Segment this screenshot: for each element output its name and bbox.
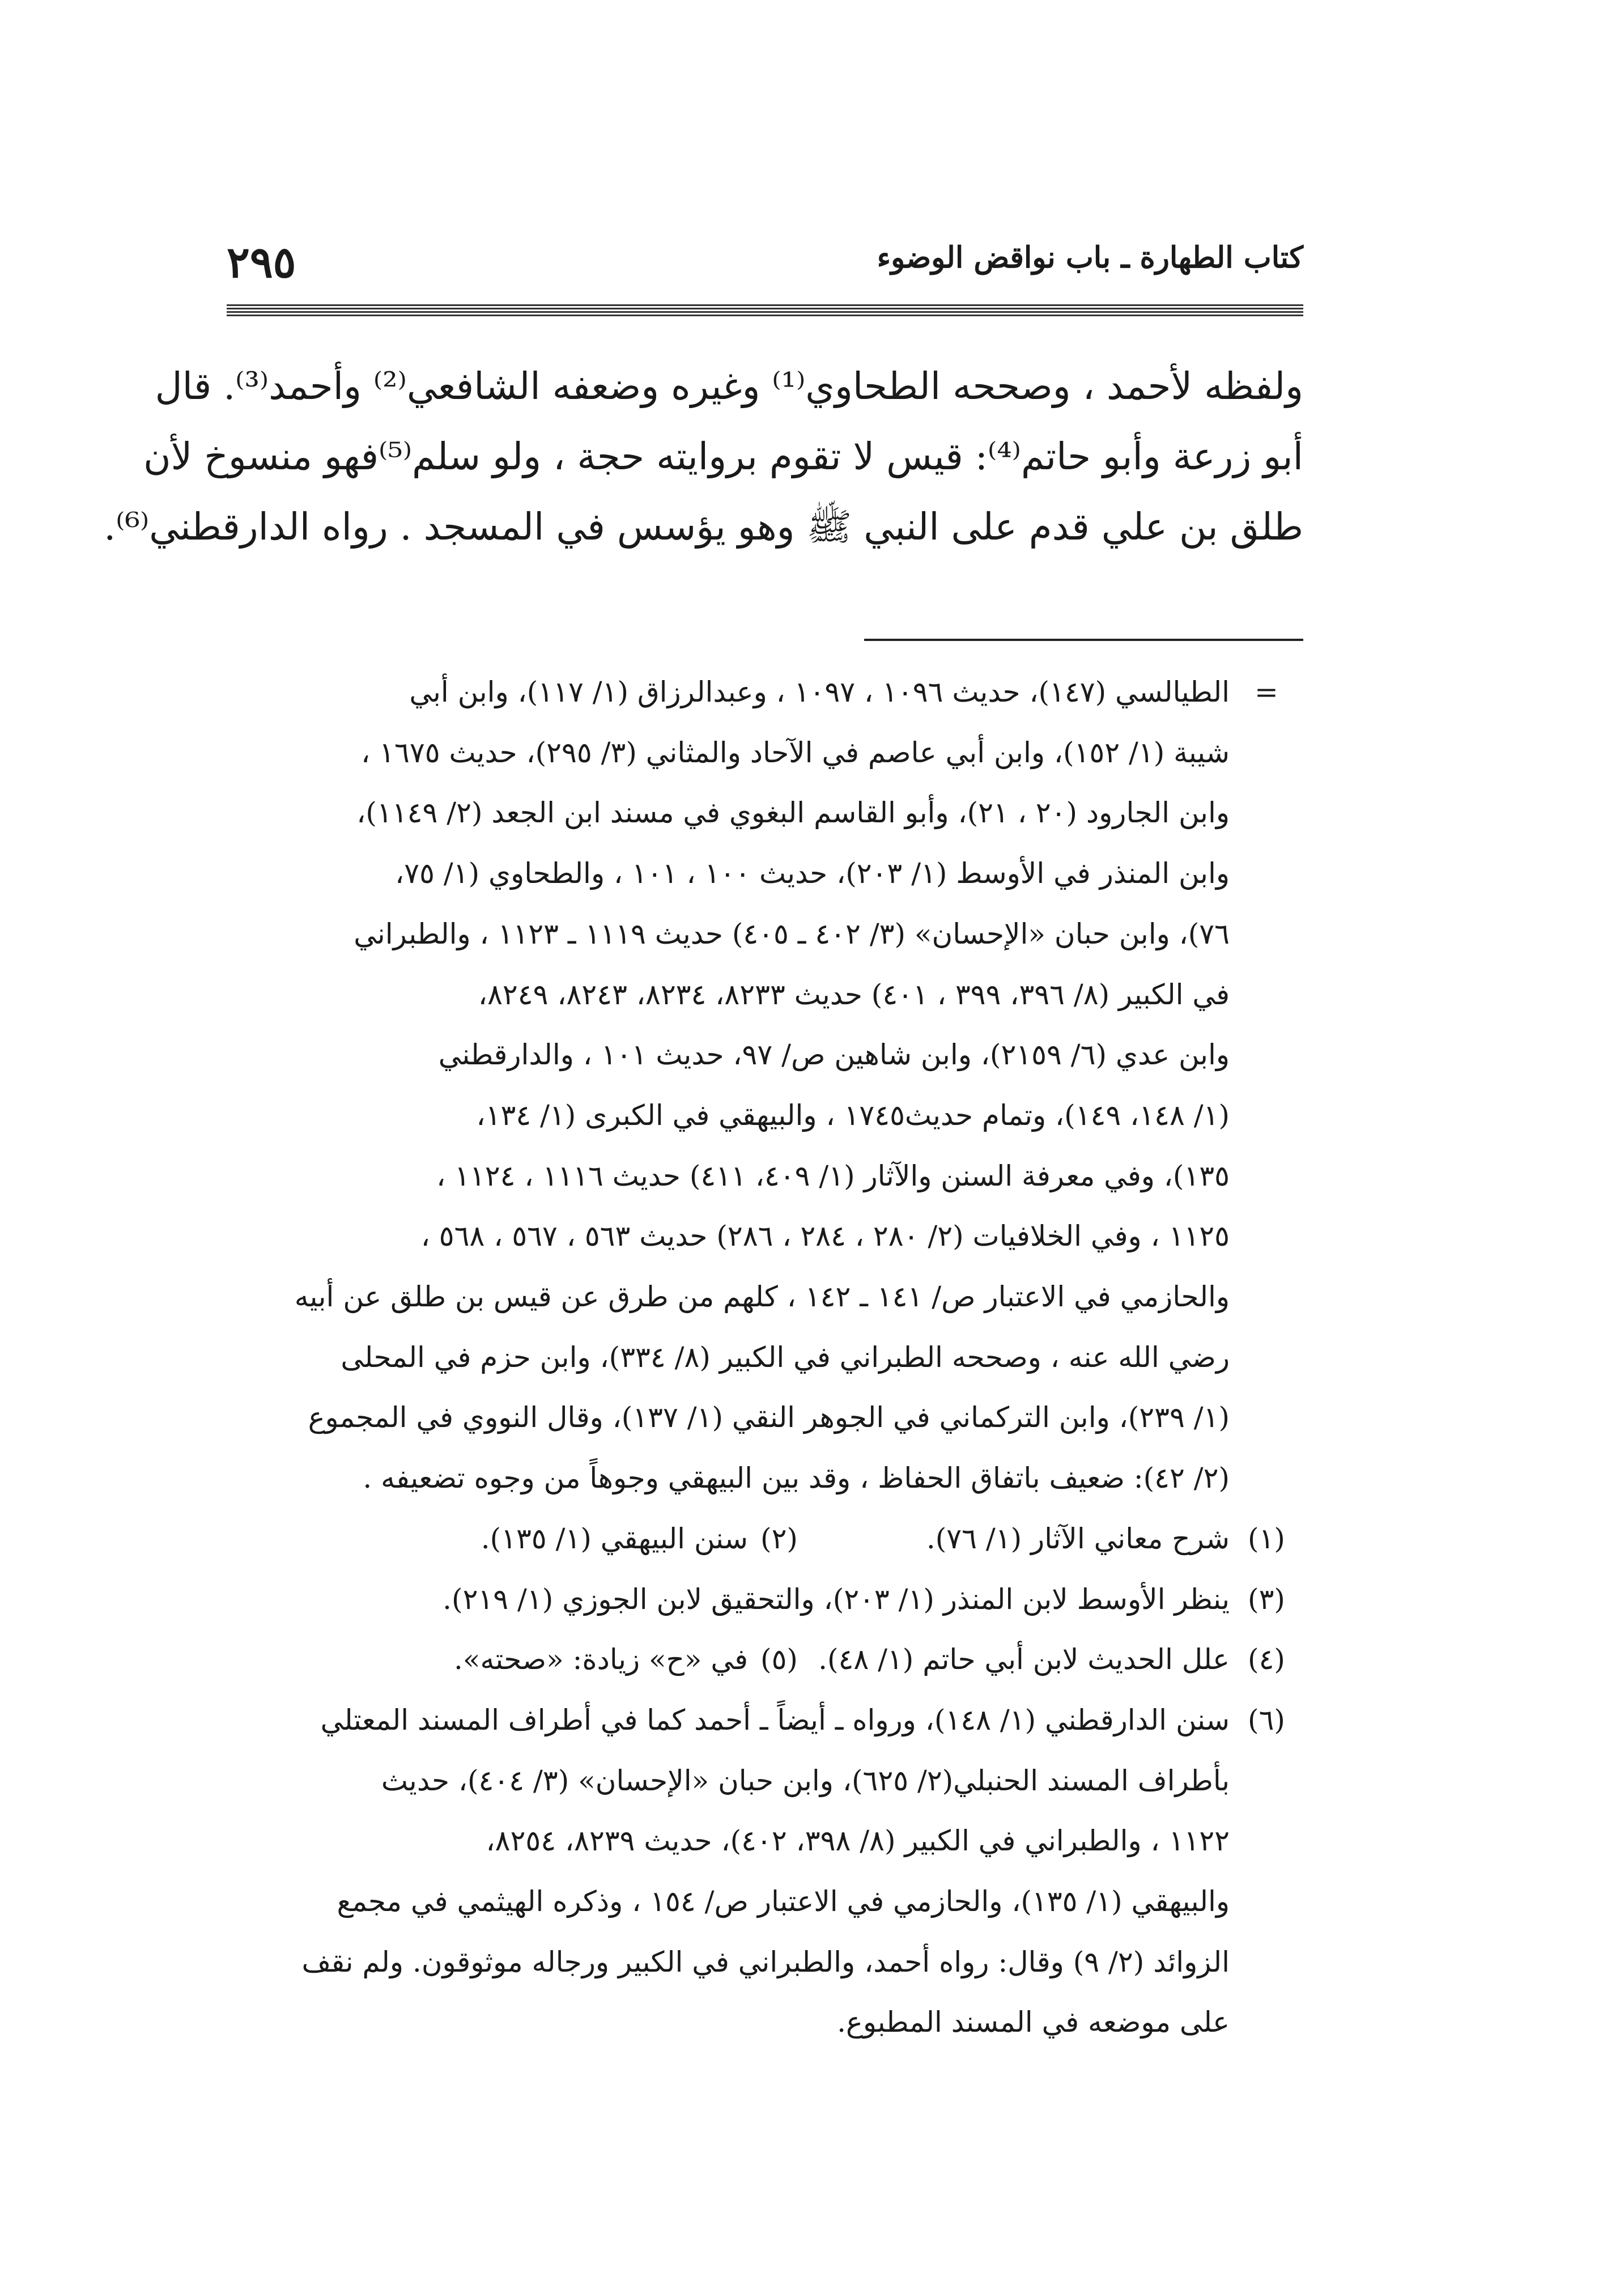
footnote-line: (١/ ٢٣٩)، وابن التركماني في الجوهر النقي (١/ ١٣٧)، وقال النووي في المجموع xyxy=(308,1401,1230,1434)
footnote-line: ١١٢٢ ، والطبراني في الكبير (٨/ ٣٩٨، ٤٠٢)، حديث ٨٢٣٩، ٨٢٥٤، xyxy=(486,1824,1230,1858)
footnote-marker: (٥) xyxy=(760,1643,798,1676)
main-text-line: أبو زرعة وأبو حاتم⁽⁴⁾: قيس لا تقوم بروايته حجة ، ولو سلم⁽⁵⁾فهو منسوخ لأن xyxy=(143,435,1303,478)
footnote-line: ١١٢٥ ، وفي الخلافيات (٢/ ٢٨٠ ، ٢٨٤ ، ٢٨٦) حديث ٥٦٣ ، ٥٦٧ ، ٥٦٨ ، xyxy=(420,1220,1230,1253)
footnote-split-line xyxy=(227,1629,1230,1690)
footnote-3-text: ينظر الأوسط لابن المنذر (١/ ٢٠٣)، والتحقيق لابن الجوزي (١/ ٢١٩). xyxy=(443,1582,1230,1616)
footnote-line: على موضعه في المسند المطبوع. xyxy=(837,2006,1230,2039)
page-number: ٢٩٥ xyxy=(227,237,296,287)
footnotes xyxy=(227,662,1303,2053)
footnote-line: سنن الدارقطني (١/ ١٤٨)، ورواه ـ أيضاً ـ أحمد كما في أطراف المسند المعتلي xyxy=(320,1703,1230,1736)
footnote-line: والحازمي في الاعتبار ص/ ١٤١ ـ ١٤٢ ، كلهم من طرق عن قيس بن طلق عن أبيه xyxy=(294,1280,1230,1314)
footnote-line: (٢/ ٤٢): ضعيف باتفاق الحفاظ ، وقد بين البيهقي وجوهاً من وجوه تضعيفه . xyxy=(363,1462,1230,1495)
footnote-marker: (٢) xyxy=(760,1522,798,1555)
header-rule xyxy=(227,304,1303,316)
footnote-line: (١/ ١٤٨، ١٤٩)، وتمام حديث١٧٤٥ ، والبيهقي في الكبرى (١/ ١٣٤، xyxy=(476,1098,1230,1132)
footnote-line: شيبة (١/ ١٥٢)، وابن أبي عاصم في الآحاد والمثاني (٣/ ٢٩٥)، حديث ١٦٧٥ ، xyxy=(361,736,1230,769)
footnote-continuation xyxy=(227,662,1303,1509)
footnote-line: رضي الله عنه ، وصححه الطبراني في الكبير (٨/ ٣٣٤)، وابن حزم في المحلى xyxy=(341,1340,1230,1374)
footnote-line: وابن الجارود (٢٠ ، ٢١)، وأبو القاسم البغوي في مسند ابن الجعد (٢/ ١١٤٩)، xyxy=(356,796,1230,830)
footnote-separator xyxy=(864,639,1303,641)
footnote-line: ٧٦)، وابن حبان «الإحسان» (٣/ ٤٠٢ ـ ٤٠٥) حديث ١١١٩ ـ ١١٢٣ ، والطبراني xyxy=(354,917,1230,950)
footnote-line: وابن المنذر في الأوسط (١/ ٢٠٣)، حديث ١٠٠ ، ١٠١ ، والطحاوي (١/ ٧٥، xyxy=(395,857,1230,890)
footnote-line: في الكبير (٨/ ٣٩٦، ٣٩٩ ، ٤٠١) حديث ٨٢٣٣، ٨٢٣٤، ٨٢٤٣، ٨٢٤٩، xyxy=(478,978,1230,1011)
running-title: كتاب الطهارة ـ باب نواقض الوضوء xyxy=(877,240,1303,275)
footnote-5-text: في «ح» زيادة: «صحته». xyxy=(453,1643,748,1676)
page-header xyxy=(227,237,1303,299)
footnote-line: وابن عدي (٦/ ٢١٥٩)، وابن شاهين ص/ ٩٧، حديث ١٠١ ، والدارقطني xyxy=(438,1038,1230,1072)
main-text-line: ولفظه لأحمد ، وصححه الطحاوي⁽¹⁾ وغيره وضعفه الشافعي⁽²⁾ وأحمد⁽³⁾. قال xyxy=(155,364,1303,408)
footnote-3 xyxy=(227,1569,1303,1630)
footnote-line: الزوائد (٢/ ٩) وقال: رواه أحمد، والطبراني في الكبير ورجاله موثوقون. ولم نقف xyxy=(301,1945,1230,1978)
main-text-line: طلق بن علي قدم على النبي ﷺ وهو يؤسس في المسجد . رواه الدارقطني⁽⁶⁾. xyxy=(104,505,1303,549)
footnote-6 xyxy=(227,1690,1303,2053)
footnote-2-text: سنن البيهقي (١/ ١٣٥). xyxy=(481,1522,748,1555)
footnote-line: الطيالسي (١٤٧)، حديث ١٠٩٦ ، ١٠٩٧ ، وعبدالرزاق (١/ ١١٧)، وابن أبي xyxy=(409,676,1230,708)
footnote-line: ١٣٥)، وفي معرفة السنن والآثار (١/ ٤٠٩، ٤١١) حديث ١١١٦ ، ١١٢٤ ، xyxy=(436,1159,1230,1192)
footnote-marker: (٦) xyxy=(1248,1703,1285,1736)
footnote-marker: (١) xyxy=(1248,1522,1285,1555)
footnote-line: بأطراف المسند الحنبلي(٢/ ٦٢٥)، وابن حبان «الإحسان» (٣/ ٤٠٤)، حديث xyxy=(381,1764,1230,1797)
footnote-1-text: شرح معاني الآثار (١/ ٧٦). xyxy=(926,1522,1230,1555)
footnote-marker: (٤) xyxy=(1248,1643,1285,1676)
main-text xyxy=(104,351,1303,562)
continuation-marker: = xyxy=(1255,676,1278,708)
footnote-marker: (٣) xyxy=(1248,1582,1285,1616)
footnote-4-text: علل الحديث لابن أبي حاتم (١/ ٤٨). xyxy=(818,1643,1230,1676)
footnote-4-5 xyxy=(227,1629,1303,1690)
footnote-1-2 xyxy=(227,1509,1303,1569)
footnote-line: والبيهقي (١/ ١٣٥)، والحازمي في الاعتبار ص/ ١٥٤ ، وذكره الهيثمي في مجمع xyxy=(337,1885,1230,1918)
footnote-split-line xyxy=(227,1509,1230,1569)
